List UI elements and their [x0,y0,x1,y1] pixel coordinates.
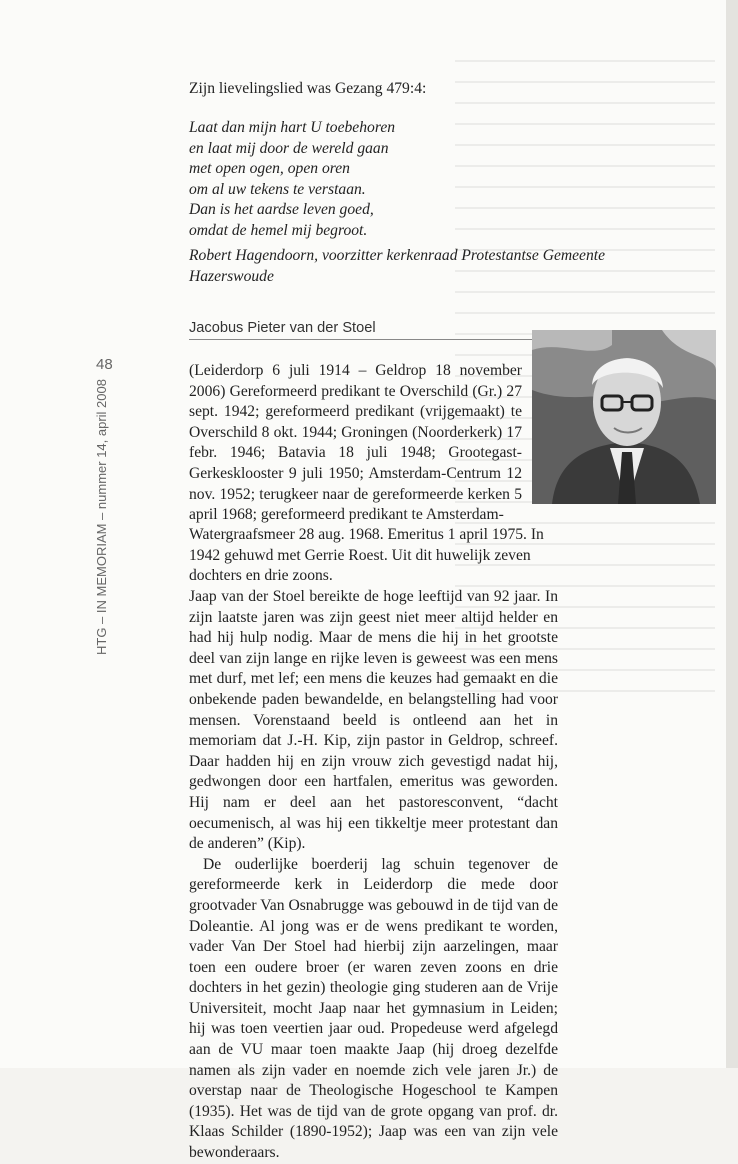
verse-line: omdat de hemel mij begroot. [189,221,368,239]
title-underline [189,339,559,340]
portrait-photo [532,330,716,504]
hymn-verse [189,118,395,242]
running-head-text: HTG – IN MEMORIAM – nummer 14, april 2008 [94,379,109,655]
biography-dates: (Leiderdorp 6 juli 1914 – Geldrop 18 november 2006) Gereformeerd predikant te Overschild (Gr.) 27 sept. 1942; gereformeerd predikant (vrijgemaakt) te Overschild 8 okt. 1944; Groningen (Noorderkerk) 17 febr. 1946; Batavia 18 juli 1948; Grootegast-Gerkesklooster 9 juli 1950; Amsterdam-Centrum 12 nov. 1952; terugkeer naar de gereformeerde kerken 5 april 1968; gereformeerd predikant te Amsterdam- [189,362,522,524]
favorite-hymn-intro: Zijn lievelingslied was Gezang 479:4: [189,80,427,97]
verse-line: en laat mij door de wereld gaan [189,139,389,157]
page-edge [726,0,738,1068]
verse-line: Laat dan mijn hart U toebehoren [189,119,396,136]
biography-dates-continued: Watergraafsmeer 28 aug. 1968. Emeritus 1 april 1975. In 1942 gehuwd met Gerrie Roest. Uit dit huwelijk zeven dochters en drie zoons. [189,526,544,585]
paragraph: De ouderlijke boerderij lag schuin tegenover de gereformeerde kerk in Leiderdorp die mede door grootvader Van Osnabrugge was gebouwd in de tijd van de Doleantie. Al jong was er de wens predikant te worden, vader Van Der Stoel had hierbij zijn aarzelingen, maar toen een oudere broer (er waren zeven zoons en drie dochters in het gezin) theologie ging studeren aan de Vrije Universiteit, mocht Jaap naar het gymnasium in Leiden; hij was toen veertien jaar oud. Propedeuse werd afgelegd aan de VU maar toen maakte Jaap (hij droeg dezelfde namen als zijn vader en noemde zich vele jaren Jr.) de overstap naar de Theologische Hogeschool te Kampen (1935). Het was de tijd van de grote opgang van prof. dr. Klaas Schilder (1890-1952); Jaap was een van zijn vele bewonderaars. [189,855,558,1162]
page-number: 48 [96,356,113,373]
verse-line: met open ogen, open oren [189,160,350,178]
body-text [189,587,558,1164]
author-credit: Robert Hagendoorn, voorzitter kerkenraad Protestantse Gemeente Hazerswoude [189,247,606,285]
verse-line: Dan is het aardse leven goed, [189,201,374,219]
section-title: Jacobus Pieter van der Stoel [189,320,376,336]
paragraph: Jaap van der Stoel bereikte de hoge leeftijd van 92 jaar. In zijn laatste jaren was zijn geest niet meer altijd helder en had hij hulp nodig. Maar de mens die hij in het grootste deel van zijn lange en rijke leven is geweest was een mens met durf, met lef; een mens die keuzes had gemaakt en die onbekende paden bewandelde, en belangstelling had voor mensen. Vorenstaand beeld is ontleend aan het in memoriam dat J.-H. Kip, zijn pastor in Geldrop, schreef. Daar hadden hij en zijn vrouw zich gevestigd nadat hij, gedwongen door een hartfalen, emeritus was geworden. Hij nam er deel aan het pastoresconvent, “dacht oecumenisch, al was hij een tikkeltje meer protestant dan de anderen” (Kip). [189,588,558,853]
portrait-image [532,330,716,504]
verse-line: om al uw tekens te verstaan. [189,180,366,198]
